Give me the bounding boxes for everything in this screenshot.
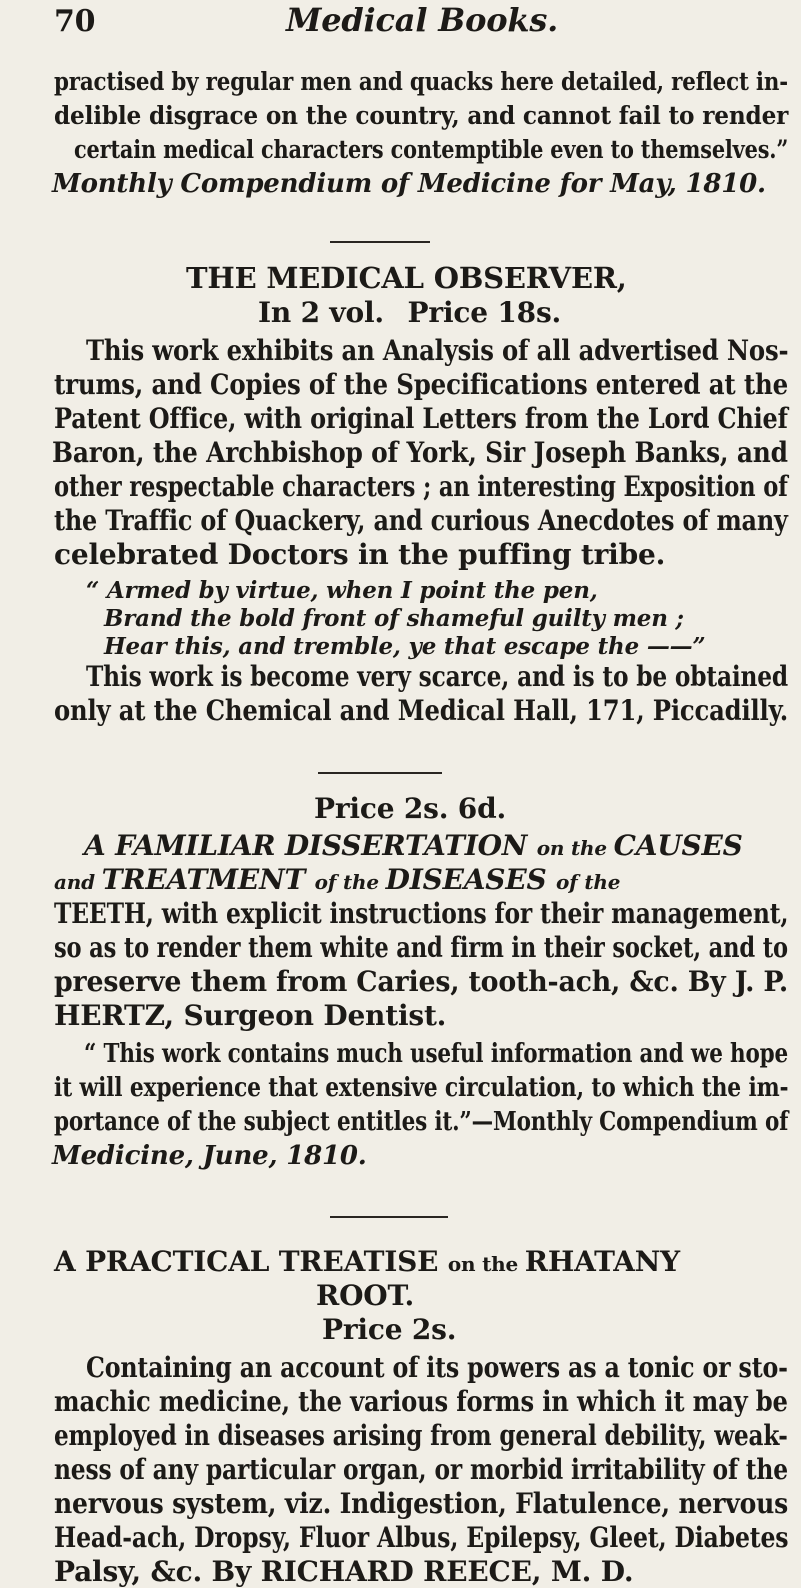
teeth-title-causes: CAUSES: [613, 829, 743, 862]
teeth-title-line2: [54, 864, 620, 898]
observer-price: Price 18s.: [407, 296, 562, 329]
observer-volumes: [258, 297, 561, 329]
teeth-review-line: it will experience that extensive circulation, to which the im-: [54, 1073, 789, 1103]
observer-body-line: This work exhibits an Analysis of all advertised Nos-: [86, 334, 789, 367]
rhatany-price: Price 2s.: [322, 1313, 457, 1346]
rhatany-body-line: employed in diseases arising from general debility, weak-: [54, 1419, 788, 1452]
intro-line: delible disgrace on the country, and cannot fail to render: [54, 101, 789, 130]
intro-line: certain medical characters contemptible even to themselves.”: [74, 135, 789, 164]
section-divider: [318, 772, 442, 774]
teeth-title-line1: [84, 830, 743, 864]
observer-availability: This work is become very scarce, and is to be obtained: [86, 660, 789, 693]
teeth-title-treatment: TREATMENT: [101, 863, 315, 896]
rhatany-body-line: machic medicine, the various forms in which it may be: [54, 1385, 788, 1418]
verse-line: Brand the bold front of shameful guilty men ;: [104, 605, 684, 632]
section-divider: [330, 241, 430, 243]
teeth-review-source: Medicine, June, 1810.: [52, 1141, 367, 1171]
rhatany-body-line: Palsy, &c. By RICHARD REECE, M. D.: [54, 1555, 634, 1588]
observer-availability: only at the Chemical and Medical Hall, 171, Piccadilly.: [54, 694, 789, 727]
intro-line: practised by regular men and quacks here detailed, reflect in-: [54, 67, 788, 96]
verse-line: Hear this, and tremble, ye that escape the ——”: [104, 633, 706, 660]
teeth-price: Price 2s. 6d.: [314, 792, 507, 825]
teeth-body-line: TEETH, with explicit instructions for their management,: [54, 897, 789, 930]
rhatany-title-a: A PRACTICAL TREATISE: [54, 1245, 448, 1278]
observer-body-line: other respectable characters ; an interesting Exposition of: [54, 470, 788, 503]
rhatany-root: ROOT.: [316, 1279, 415, 1312]
observer-body-line: the Traffic of Quackery, and curious Anecdotes of many: [54, 504, 788, 537]
rhatany-title-on: on the: [447, 1252, 525, 1276]
verse-line: “ Armed by virtue, when I point the pen,: [86, 577, 598, 604]
rhatany-body-line: Containing an account of its powers as a tonic or sto-: [86, 1351, 788, 1384]
rhatany-title-rhatany: RHATANY: [524, 1245, 680, 1278]
teeth-title-a: A FAMILIAR DISSERTATION: [84, 829, 537, 862]
observer-title: THE MEDICAL OBSERVER,: [186, 261, 627, 295]
observer-body-line: Patent Office, with original Letters from the Lord Chief: [54, 402, 788, 435]
rhatany-body-line: nervous system, viz. Indigestion, Flatulence, nervous: [54, 1487, 789, 1520]
teeth-title-of1: of the: [314, 870, 386, 894]
running-title: Medical Books.: [286, 1, 559, 39]
teeth-review-line: “ This work contains much useful information and we hope: [84, 1039, 788, 1069]
rhatany-body-line: Head-ach, Dropsy, Fluor Albus, Epilepsy, Gleet, Diabetes: [54, 1521, 789, 1554]
teeth-title-diseases: DISEASES: [385, 863, 557, 896]
teeth-body-line: HERTZ, Surgeon Dentist.: [54, 999, 447, 1032]
teeth-body-line: so as to render them white and firm in their socket, and to: [54, 931, 788, 964]
intro-source: Monthly Compendium of Medicine for May, 1810.: [52, 169, 766, 199]
observer-body-line: trums, and Copies of the Specifications entered at the: [54, 368, 788, 401]
teeth-review-line: portance of the subject entitles it.”—Monthly Compendium of: [54, 1107, 789, 1137]
teeth-body-line: preserve them from Caries, tooth-ach, &c. By J. P.: [54, 965, 789, 998]
teeth-title-on: on the: [536, 836, 614, 860]
teeth-title-and: and: [54, 870, 102, 894]
rhatany-body-line: ness of any particular organ, or morbid irritability of the: [54, 1453, 788, 1486]
section-divider: [330, 1216, 448, 1218]
rhatany-title: [54, 1246, 680, 1280]
observer-body-line: Baron, the Archbishop of York, Sir Joseph Banks, and: [52, 436, 788, 469]
observer-volumes-text: In 2 vol.: [258, 296, 384, 329]
teeth-title-of2: of the: [556, 870, 621, 894]
page-number: 70: [54, 4, 96, 39]
observer-body-line: celebrated Doctors in the puffing tribe.: [54, 538, 666, 571]
